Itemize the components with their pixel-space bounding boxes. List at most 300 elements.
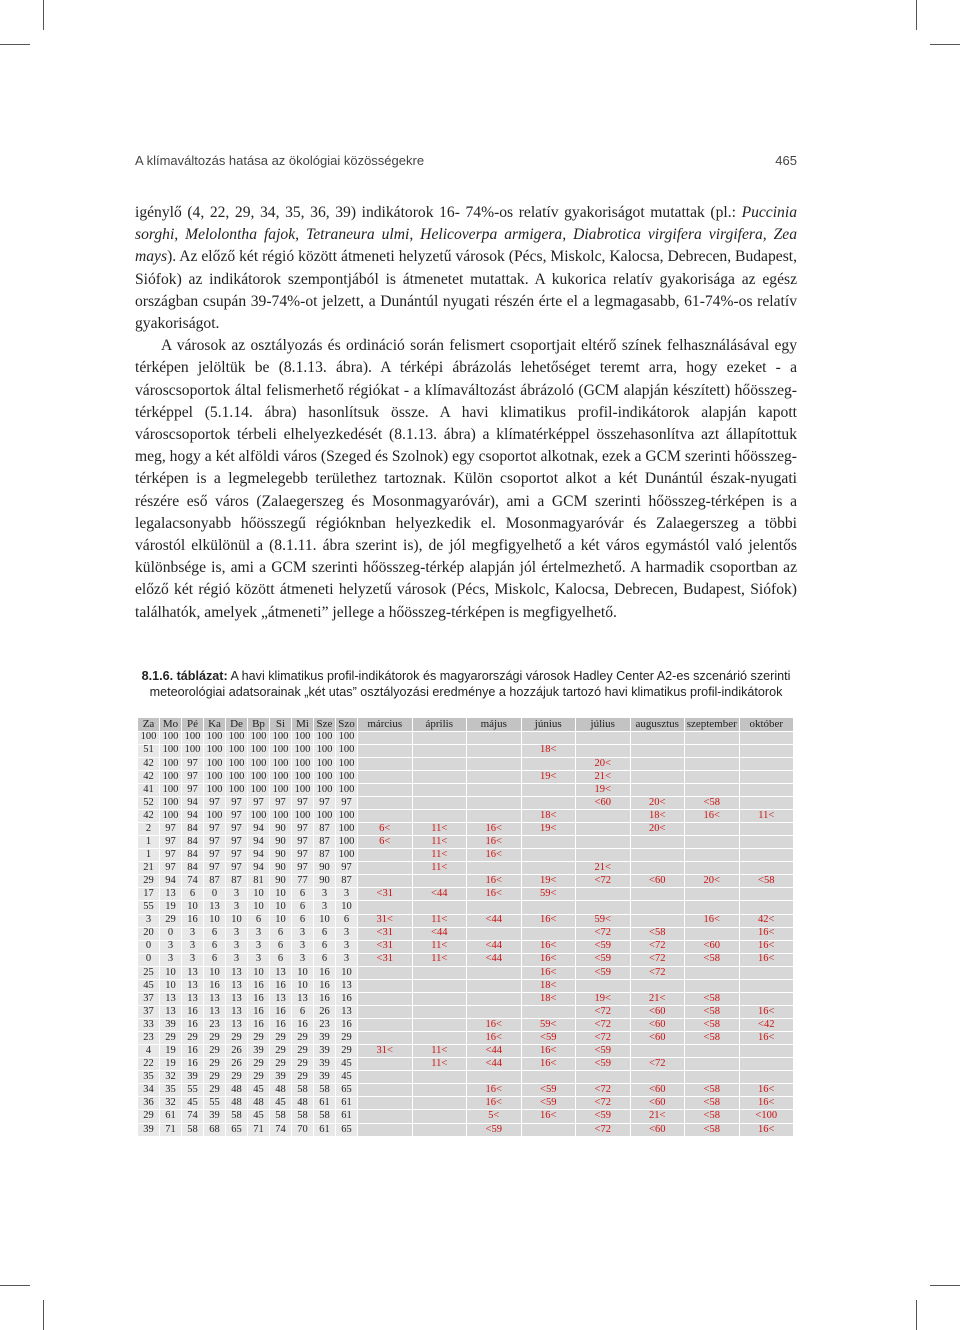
indicator-cell: <60 [576, 796, 631, 809]
indicator-cell: <44 [412, 888, 467, 901]
frequency-cell: 19 [160, 901, 182, 914]
running-head-title: A klímaváltozás hatása az ökológiai közösségekre [135, 153, 425, 168]
frequency-cell: 100 [270, 757, 292, 770]
indicator-cell: 16< [521, 966, 576, 979]
indicator-cell: 20< [685, 875, 740, 888]
table-row [138, 1110, 794, 1123]
indicator-cell [358, 992, 413, 1005]
frequency-cell: 10 [270, 901, 292, 914]
table-row [138, 953, 794, 966]
indicator-cell: <58 [685, 1097, 740, 1110]
indicator-cell [630, 770, 685, 783]
indicator-cell [685, 744, 740, 757]
indicator-cell [685, 836, 740, 849]
indicator-cell [358, 783, 413, 796]
frequency-cell: 58 [226, 1110, 248, 1123]
crop-mark [930, 1285, 960, 1286]
frequency-cell: 29 [248, 1071, 270, 1084]
indicator-cell: 21< [630, 992, 685, 1005]
frequency-cell: 45 [248, 1110, 270, 1123]
frequency-cell: 25 [138, 966, 160, 979]
frequency-cell: 6 [314, 927, 336, 940]
frequency-cell: 29 [204, 1045, 226, 1058]
frequency-cell: 1 [138, 836, 160, 849]
indicator-cell: 16< [521, 940, 576, 953]
frequency-cell: 90 [270, 823, 292, 836]
indicator-cell [685, 823, 740, 836]
indicator-cell: 11< [412, 849, 467, 862]
indicator-cell: 16< [739, 1084, 794, 1097]
indicator-cell: <72 [576, 1097, 631, 1110]
frequency-cell: 29 [336, 1032, 358, 1045]
frequency-cell: 3 [160, 953, 182, 966]
frequency-cell: 13 [270, 966, 292, 979]
indicator-cell [685, 770, 740, 783]
frequency-cell: 6 [182, 888, 204, 901]
table-row [138, 901, 794, 914]
frequency-cell: 3 [336, 888, 358, 901]
table-row [138, 744, 794, 757]
indicator-cell [412, 979, 467, 992]
city-header: Ka [204, 718, 226, 732]
frequency-cell: 45 [138, 979, 160, 992]
frequency-cell: 100 [160, 731, 182, 744]
frequency-cell: 6 [204, 927, 226, 940]
city-header: Za [138, 718, 160, 732]
table-row [138, 888, 794, 901]
indicator-cell [739, 1058, 794, 1071]
frequency-cell: 97 [292, 796, 314, 809]
indicator-cell: 16< [521, 1058, 576, 1071]
frequency-cell: 90 [270, 836, 292, 849]
frequency-cell: 13 [226, 1005, 248, 1018]
frequency-cell: 97 [160, 849, 182, 862]
frequency-cell: 100 [204, 783, 226, 796]
indicator-cell [739, 979, 794, 992]
frequency-cell: 97 [336, 796, 358, 809]
indicator-cell [630, 849, 685, 862]
indicator-cell: <44 [467, 940, 522, 953]
frequency-cell: 17 [138, 888, 160, 901]
frequency-cell: 3 [292, 953, 314, 966]
indicator-cell [739, 1071, 794, 1084]
indicator-cell: <59 [521, 1084, 576, 1097]
caption-label: 8.1.6. táblázat: [141, 669, 228, 683]
indicator-cell [739, 770, 794, 783]
indicator-cell: <59 [576, 953, 631, 966]
indicator-cell [412, 810, 467, 823]
frequency-cell: 10 [248, 888, 270, 901]
frequency-cell: 97 [204, 862, 226, 875]
indicator-cell [467, 862, 522, 875]
frequency-cell: 16 [248, 979, 270, 992]
frequency-cell: 13 [204, 901, 226, 914]
frequency-cell: 10 [248, 901, 270, 914]
indicator-cell [412, 1123, 467, 1136]
frequency-cell: 100 [336, 836, 358, 849]
indicator-cell: 19< [521, 823, 576, 836]
frequency-cell: 97 [204, 823, 226, 836]
indicator-table [137, 717, 793, 1137]
frequency-cell: 100 [336, 744, 358, 757]
table-row [138, 1084, 794, 1097]
indicator-cell: 31< [358, 1045, 413, 1058]
frequency-cell: 35 [160, 1084, 182, 1097]
frequency-cell: 19 [160, 1058, 182, 1071]
indicator-cell [521, 1005, 576, 1018]
city-header: De [226, 718, 248, 732]
indicator-cell [412, 875, 467, 888]
indicator-cell [576, 849, 631, 862]
indicator-cell [739, 849, 794, 862]
indicator-cell [576, 979, 631, 992]
frequency-cell: 81 [248, 875, 270, 888]
frequency-cell: 29 [248, 1058, 270, 1071]
frequency-cell: 29 [204, 1058, 226, 1071]
frequency-cell: 10 [292, 979, 314, 992]
indicator-cell: 16< [739, 1032, 794, 1045]
indicator-cell [739, 992, 794, 1005]
frequency-cell: 94 [182, 796, 204, 809]
italic-text: Puccinia sorghi, Melolontha fajok, Tetraneura ulmi, Helicoverpa armigera, Diabrotica virgifera virgifera, Zea mays [135, 204, 797, 266]
indicator-cell [739, 1045, 794, 1058]
frequency-cell: 97 [204, 796, 226, 809]
month-header: június [521, 718, 576, 732]
table-row [138, 927, 794, 940]
indicator-cell: 18< [521, 992, 576, 1005]
indicator-cell: 16< [685, 810, 740, 823]
month-header: október [739, 718, 794, 732]
indicator-cell [576, 810, 631, 823]
frequency-cell: 16 [182, 1045, 204, 1058]
frequency-cell: 39 [160, 1019, 182, 1032]
indicator-cell [630, 862, 685, 875]
frequency-cell: 2 [138, 823, 160, 836]
indicator-cell [358, 1071, 413, 1084]
indicator-cell: 11< [412, 1058, 467, 1071]
frequency-cell: 100 [336, 783, 358, 796]
table-caption [140, 668, 792, 700]
frequency-cell: 6 [270, 927, 292, 940]
frequency-cell: 61 [314, 1097, 336, 1110]
frequency-cell: 3 [248, 927, 270, 940]
indicator-cell [358, 731, 413, 744]
frequency-cell: 90 [314, 875, 336, 888]
frequency-cell: 32 [160, 1071, 182, 1084]
frequency-cell: 10 [270, 888, 292, 901]
frequency-cell: 13 [160, 1005, 182, 1018]
indicator-cell [630, 888, 685, 901]
frequency-cell: 10 [182, 901, 204, 914]
frequency-cell: 45 [336, 1058, 358, 1071]
frequency-cell: 3 [182, 953, 204, 966]
frequency-cell: 100 [314, 770, 336, 783]
indicator-cell: 16< [685, 914, 740, 927]
table-row [138, 757, 794, 770]
frequency-cell: 100 [270, 731, 292, 744]
month-header: május [467, 718, 522, 732]
frequency-cell: 94 [248, 862, 270, 875]
frequency-cell: 100 [336, 823, 358, 836]
frequency-cell: 6 [336, 914, 358, 927]
frequency-cell: 10 [314, 914, 336, 927]
indicator-cell [521, 862, 576, 875]
table-row [138, 810, 794, 823]
frequency-cell: 16 [292, 1019, 314, 1032]
indicator-cell [358, 757, 413, 770]
frequency-cell: 100 [248, 744, 270, 757]
indicator-cell [467, 992, 522, 1005]
indicator-cell: <58 [685, 1005, 740, 1018]
indicator-cell: 11< [412, 836, 467, 849]
crop-mark [0, 1285, 30, 1286]
crop-mark [0, 44, 30, 45]
frequency-cell: 100 [314, 744, 336, 757]
frequency-cell: 100 [270, 770, 292, 783]
frequency-cell: 16 [204, 979, 226, 992]
frequency-cell: 97 [292, 849, 314, 862]
frequency-cell: 16 [182, 1019, 204, 1032]
frequency-cell: 97 [226, 862, 248, 875]
frequency-cell: 48 [226, 1097, 248, 1110]
frequency-cell: 45 [270, 1097, 292, 1110]
indicator-cell [358, 1019, 413, 1032]
frequency-cell: 100 [204, 757, 226, 770]
indicator-cell [412, 1110, 467, 1123]
frequency-cell: 26 [226, 1045, 248, 1058]
frequency-cell: 87 [314, 836, 336, 849]
indicator-cell: 16< [521, 1110, 576, 1123]
frequency-cell: 29 [270, 1058, 292, 1071]
frequency-cell: 100 [336, 810, 358, 823]
frequency-cell: 20 [138, 927, 160, 940]
frequency-cell: 1 [138, 849, 160, 862]
frequency-cell: 97 [226, 849, 248, 862]
frequency-cell: 10 [226, 914, 248, 927]
indicator-cell: <31 [358, 927, 413, 940]
indicator-cell: <59 [576, 966, 631, 979]
frequency-cell: 13 [226, 966, 248, 979]
frequency-cell: 74 [270, 1123, 292, 1136]
indicator-cell: <60 [630, 1019, 685, 1032]
indicator-cell [685, 1058, 740, 1071]
table-row [138, 836, 794, 849]
indicator-cell: <72 [576, 875, 631, 888]
indicator-cell [739, 783, 794, 796]
indicator-cell: <60 [630, 1097, 685, 1110]
indicator-cell [412, 1071, 467, 1084]
frequency-cell: 0 [204, 888, 226, 901]
frequency-cell: 13 [336, 979, 358, 992]
frequency-cell: 13 [336, 1005, 358, 1018]
indicator-cell: 6< [358, 823, 413, 836]
indicator-cell [358, 979, 413, 992]
table-row [138, 1058, 794, 1071]
frequency-cell: 29 [204, 1032, 226, 1045]
indicator-cell: <59 [467, 1123, 522, 1136]
frequency-cell: 100 [270, 744, 292, 757]
frequency-cell: 29 [204, 1084, 226, 1097]
frequency-cell: 68 [204, 1123, 226, 1136]
frequency-cell: 21 [138, 862, 160, 875]
indicator-cell [412, 731, 467, 744]
indicator-cell: <59 [521, 1032, 576, 1045]
indicator-cell [467, 927, 522, 940]
table-row [138, 796, 794, 809]
indicator-cell [630, 783, 685, 796]
city-header: Szo [336, 718, 358, 732]
frequency-cell: 71 [248, 1123, 270, 1136]
frequency-cell: 100 [336, 731, 358, 744]
frequency-cell: 100 [226, 757, 248, 770]
frequency-cell: 0 [160, 927, 182, 940]
crop-mark [43, 1300, 44, 1330]
table-row [138, 940, 794, 953]
indicator-cell [685, 849, 740, 862]
indicator-cell: 31< [358, 914, 413, 927]
frequency-cell: 16 [248, 992, 270, 1005]
frequency-cell: 100 [226, 770, 248, 783]
indicator-cell [739, 862, 794, 875]
frequency-cell: 10 [336, 901, 358, 914]
frequency-cell: 29 [204, 1071, 226, 1084]
table-row [138, 1032, 794, 1045]
indicator-cell: 16< [467, 1084, 522, 1097]
frequency-cell: 90 [270, 875, 292, 888]
frequency-cell: 55 [182, 1084, 204, 1097]
indicator-cell [467, 1071, 522, 1084]
indicator-cell: <60 [630, 1123, 685, 1136]
frequency-cell: 100 [204, 731, 226, 744]
frequency-cell: 3 [314, 901, 336, 914]
frequency-cell: 70 [292, 1123, 314, 1136]
frequency-cell: 35 [138, 1071, 160, 1084]
indicator-cell [412, 744, 467, 757]
frequency-cell: 29 [270, 1032, 292, 1045]
table-row [138, 823, 794, 836]
frequency-cell: 41 [138, 783, 160, 796]
indicator-cell [521, 1071, 576, 1084]
indicator-cell [412, 783, 467, 796]
frequency-cell: 97 [226, 836, 248, 849]
frequency-cell: 74 [182, 875, 204, 888]
frequency-cell: 100 [248, 770, 270, 783]
frequency-cell: 16 [314, 966, 336, 979]
indicator-cell [630, 1071, 685, 1084]
indicator-cell: 21< [576, 770, 631, 783]
indicator-cell [521, 796, 576, 809]
indicator-cell: 16< [739, 940, 794, 953]
frequency-cell: 100 [292, 783, 314, 796]
paragraph [135, 202, 797, 335]
frequency-cell: 42 [138, 810, 160, 823]
month-header: augusztus [630, 718, 685, 732]
text-segment: A városok az osztályozás és ordináció során felismert csoportjait eltérő színek felhasználásával egy térképen jelöltük be (8.1.13. ábra). A térképi ábrázolás lehetőséget teremt arra, hogy ezeket - a városcsoportok által felismerhető régiókat - a klímaváltozást ábrázoló (GCM alapján készített) hőösszeg-térképpel (5.1.14. ábra) hasonlítsuk össze. A havi klimatikus profil-indikátorok alapján kapott városcsoportok térbeli elhelyezkedését (8.1.13. ábra) a klímatérképpel összehasonlítva azt állapítottuk meg, hogy a két alföldi város (Szeged és Szolnok) egy csoportot alkotnak, ezek a GCM szerinti hőösszeg-térképen is a legmelegebb területhez tartoznak. Külön csoportot alkot a két Dunántúl észak-nyugati részére eső város (Zalaegerszeg és Mosonmagyaróvár), ami a GCM szerinti hőösszeg-térképen is a legalacsonyabb hőösszegű régióknban helyezkedik el. Mosonmagyaróvár és Zalaegerszeg a többi várostól elkülönül a (8.1.11. ábra szerint is), de jól megfigyelhető a két város egymástól való jelentős különbsége is, ami a GCM szerinti hőösszeg-térkép alapján jól értelmezhető. A harmadik csoportban az előző két régió között átmeneti helyzetű városok (Pécs, Miskolc, Kalocsa, Debrecen, Budapest, Siófok) találhatók, amelyek „átmeneti” jellege a hőösszeg-térképen is megfigyelhető. [135, 337, 797, 621]
table-row [138, 966, 794, 979]
frequency-cell: 97 [182, 783, 204, 796]
indicator-cell: <59 [521, 1097, 576, 1110]
frequency-cell: 65 [336, 1123, 358, 1136]
frequency-cell: 23 [138, 1032, 160, 1045]
indicator-cell [521, 1123, 576, 1136]
frequency-cell: 29 [336, 1045, 358, 1058]
frequency-cell: 3 [226, 888, 248, 901]
frequency-cell: 100 [204, 810, 226, 823]
frequency-cell: 16 [182, 1005, 204, 1018]
frequency-cell: 97 [226, 823, 248, 836]
frequency-cell: 10 [336, 966, 358, 979]
frequency-cell: 58 [270, 1110, 292, 1123]
frequency-cell: 3 [182, 940, 204, 953]
frequency-cell: 29 [226, 1032, 248, 1045]
frequency-cell: 6 [270, 940, 292, 953]
frequency-cell: 97 [160, 862, 182, 875]
frequency-cell: 3 [336, 953, 358, 966]
indicator-cell: 11< [412, 914, 467, 927]
indicator-cell [412, 992, 467, 1005]
frequency-cell: 6 [204, 953, 226, 966]
paragraph [135, 335, 797, 624]
indicator-cell: 16< [467, 875, 522, 888]
indicator-cell [576, 1071, 631, 1084]
indicator-cell [739, 757, 794, 770]
indicator-cell: <59 [576, 940, 631, 953]
frequency-cell: 71 [160, 1123, 182, 1136]
frequency-cell: 16 [182, 1058, 204, 1071]
indicator-cell: <58 [685, 953, 740, 966]
frequency-cell: 45 [336, 1071, 358, 1084]
table-row [138, 783, 794, 796]
table-grid [137, 717, 794, 1137]
frequency-cell: 6 [314, 940, 336, 953]
frequency-cell: 84 [182, 849, 204, 862]
indicator-cell [521, 757, 576, 770]
frequency-cell: 100 [138, 731, 160, 744]
frequency-cell: 61 [336, 1110, 358, 1123]
frequency-cell: 16 [336, 1019, 358, 1032]
frequency-cell: 6 [270, 953, 292, 966]
frequency-cell: 100 [270, 810, 292, 823]
indicator-cell: <59 [576, 1110, 631, 1123]
indicator-cell: <100 [739, 1110, 794, 1123]
table-row [138, 992, 794, 1005]
frequency-cell: 10 [160, 979, 182, 992]
city-header: Pé [182, 718, 204, 732]
city-header: Si [270, 718, 292, 732]
frequency-cell: 100 [314, 757, 336, 770]
indicator-cell: 16< [467, 1032, 522, 1045]
frequency-cell: 45 [248, 1084, 270, 1097]
frequency-cell: 16 [314, 992, 336, 1005]
frequency-cell: 55 [138, 901, 160, 914]
frequency-cell: 100 [204, 744, 226, 757]
frequency-cell: 100 [314, 783, 336, 796]
indicator-cell: <60 [685, 940, 740, 953]
frequency-cell: 97 [160, 823, 182, 836]
indicator-cell [576, 836, 631, 849]
frequency-cell: 39 [270, 1071, 292, 1084]
frequency-cell: 55 [204, 1097, 226, 1110]
frequency-cell: 39 [314, 1071, 336, 1084]
frequency-cell: 6 [292, 888, 314, 901]
frequency-cell: 97 [292, 836, 314, 849]
frequency-cell: 6 [248, 914, 270, 927]
frequency-cell: 77 [292, 875, 314, 888]
frequency-cell: 100 [160, 783, 182, 796]
indicator-cell [358, 744, 413, 757]
indicator-cell: 20< [630, 796, 685, 809]
indicator-cell: <58 [739, 875, 794, 888]
